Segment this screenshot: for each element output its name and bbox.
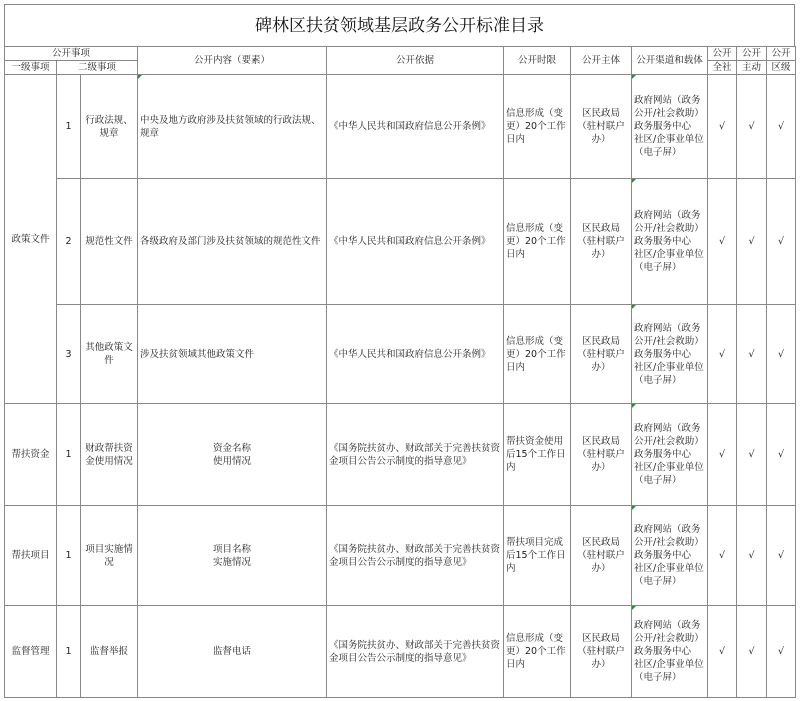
header-zhudong-top: 公开 — [737, 47, 767, 61]
group-project-cell: 帮扶项目 — [5, 506, 57, 606]
row-subject: 区民政局（驻村联户办） — [571, 305, 632, 404]
header-basis: 公开依据 — [327, 47, 504, 75]
row-time-limit: 信息形成（变更）20个工作日内 — [504, 179, 571, 305]
row-seq: 2 — [57, 179, 81, 305]
row-channel: 政府网站（政务公开/社会救助） 政务服务中心 社区/企事业单位（电子屏） — [632, 179, 708, 305]
catalog-table — [4, 46, 796, 698]
table-row — [5, 75, 796, 179]
check-zhudong: √ — [737, 606, 767, 698]
header-quanshe-top: 公开 — [708, 47, 737, 61]
row-channel: 政府网站（政务公开/社会救助） 政务服务中心 社区/企事业单位（电子屏） — [632, 75, 708, 179]
row-content: 中央及地方政府涉及扶贫领域的行政法规、规章 — [138, 75, 327, 179]
header-zhudong-bottom: 主动 — [737, 61, 767, 75]
row-item: 其他政策文件 — [81, 305, 138, 404]
check-quanshe: √ — [708, 404, 737, 506]
row-time-limit: 信息形成（变更）20个工作日内 — [504, 75, 571, 179]
table-row — [5, 506, 796, 606]
row-subject: 区民政局（驻村联户办） — [571, 606, 632, 698]
check-quanshe: √ — [708, 506, 737, 606]
group-fund-cell: 帮扶资金 — [5, 404, 57, 506]
row-seq: 3 — [57, 305, 81, 404]
row-subject: 区民政局（驻村联户办） — [571, 75, 632, 179]
document-title: 碑林区扶贫领域基层政务公开标准目录 — [4, 4, 795, 46]
row-content: 涉及扶贫领域其他政策文件 — [138, 305, 327, 404]
row-basis: 《国务院扶贫办、财政部关于完善扶贫资金项目公告公示制度的指导意见》 — [327, 606, 504, 698]
row-subject: 区民政局（驻村联户办） — [571, 506, 632, 606]
header-level1: 一级事项 — [5, 61, 57, 75]
check-zhudong: √ — [737, 506, 767, 606]
row-basis: 《中华人民共和国政府信息公开条例》 — [327, 305, 504, 404]
document-page — [4, 4, 795, 694]
row-time-limit: 帮扶资金使用后15个工作日内 — [504, 404, 571, 506]
row-channel: 政府网站（政务公开/社会救助） 政务服务中心 社区/企事业单位（电子屏） — [632, 404, 708, 506]
row-basis: 《国务院扶贫办、财政部关于完善扶贫资金项目公告公示制度的指导意见》 — [327, 506, 504, 606]
check-quanshe: √ — [708, 179, 737, 305]
row-channel: 政府网站（政务公开/社会救助） 政务服务中心 社区/企事业单位（电子屏） — [632, 506, 708, 606]
row-content: 项目名称 实施情况 — [138, 506, 327, 606]
header-channel: 公开渠道和载体 — [632, 47, 708, 75]
row-content: 各级政府及部门涉及扶贫领域的规范性文件 — [138, 179, 327, 305]
row-basis: 《国务院扶贫办、财政部关于完善扶贫资金项目公告公示制度的指导意见》 — [327, 404, 504, 506]
header-quanshe-bottom: 全社 — [708, 61, 737, 75]
header-gongkai-shixiang: 公开事项 — [5, 47, 138, 61]
check-quji: √ — [767, 506, 796, 606]
check-zhudong: √ — [737, 179, 767, 305]
row-content: 资金名称 使用情况 — [138, 404, 327, 506]
row-seq: 1 — [57, 404, 81, 506]
row-time-limit: 信息形成（变更）20个工作日内 — [504, 606, 571, 698]
row-subject: 区民政局（驻村联户办） — [571, 179, 632, 305]
check-zhudong: √ — [737, 75, 767, 179]
check-quanshe: √ — [708, 606, 737, 698]
row-channel: 政府网站（政务公开/社会救助） 政务服务中心 社区/企事业单位（电子屏） — [632, 606, 708, 698]
header-quji-top: 公开 — [767, 47, 796, 61]
check-zhudong: √ — [737, 305, 767, 404]
row-basis: 《中华人民共和国政府信息公开条例》 — [327, 75, 504, 179]
row-item: 项目实施情况 — [81, 506, 138, 606]
row-channel: 政府网站（政务公开/社会救助） 政务服务中心 社区/企事业单位（电子屏） — [632, 305, 708, 404]
table-row — [5, 404, 796, 506]
header-quji-bottom: 区级 — [767, 61, 796, 75]
header-content: 公开内容（要素） — [138, 47, 327, 75]
row-time-limit: 帮扶项目完成后15个工作日内 — [504, 506, 571, 606]
row-item: 监督举报 — [81, 606, 138, 698]
check-zhudong: √ — [737, 404, 767, 506]
row-content: 监督电话 — [138, 606, 327, 698]
group-supervision-cell: 监督管理 — [5, 606, 57, 698]
row-subject: 区民政局（驻村联户办） — [571, 404, 632, 506]
row-item: 行政法规、规章 — [81, 75, 138, 179]
check-quji: √ — [767, 606, 796, 698]
header-level2: 二级事项 — [57, 61, 138, 75]
check-quji: √ — [767, 404, 796, 506]
check-quji: √ — [767, 179, 796, 305]
check-quanshe: √ — [708, 305, 737, 404]
check-quanshe: √ — [708, 75, 737, 179]
row-seq: 1 — [57, 506, 81, 606]
table-row — [5, 305, 796, 404]
row-basis: 《中华人民共和国政府信息公开条例》 — [327, 179, 504, 305]
row-time-limit: 信息形成（变更）20个工作日内 — [504, 305, 571, 404]
table-row — [5, 606, 796, 698]
check-quji: √ — [767, 305, 796, 404]
row-item: 财政帮扶资金使用情况 — [81, 404, 138, 506]
header-subject: 公开主体 — [571, 47, 632, 75]
group-policy-cell: 政策文件 — [5, 75, 57, 404]
check-quji: √ — [767, 75, 796, 179]
header-time-limit: 公开时限 — [504, 47, 571, 75]
row-seq: 1 — [57, 75, 81, 179]
row-item: 规范性文件 — [81, 179, 138, 305]
row-seq: 1 — [57, 606, 81, 698]
table-row — [5, 179, 796, 305]
